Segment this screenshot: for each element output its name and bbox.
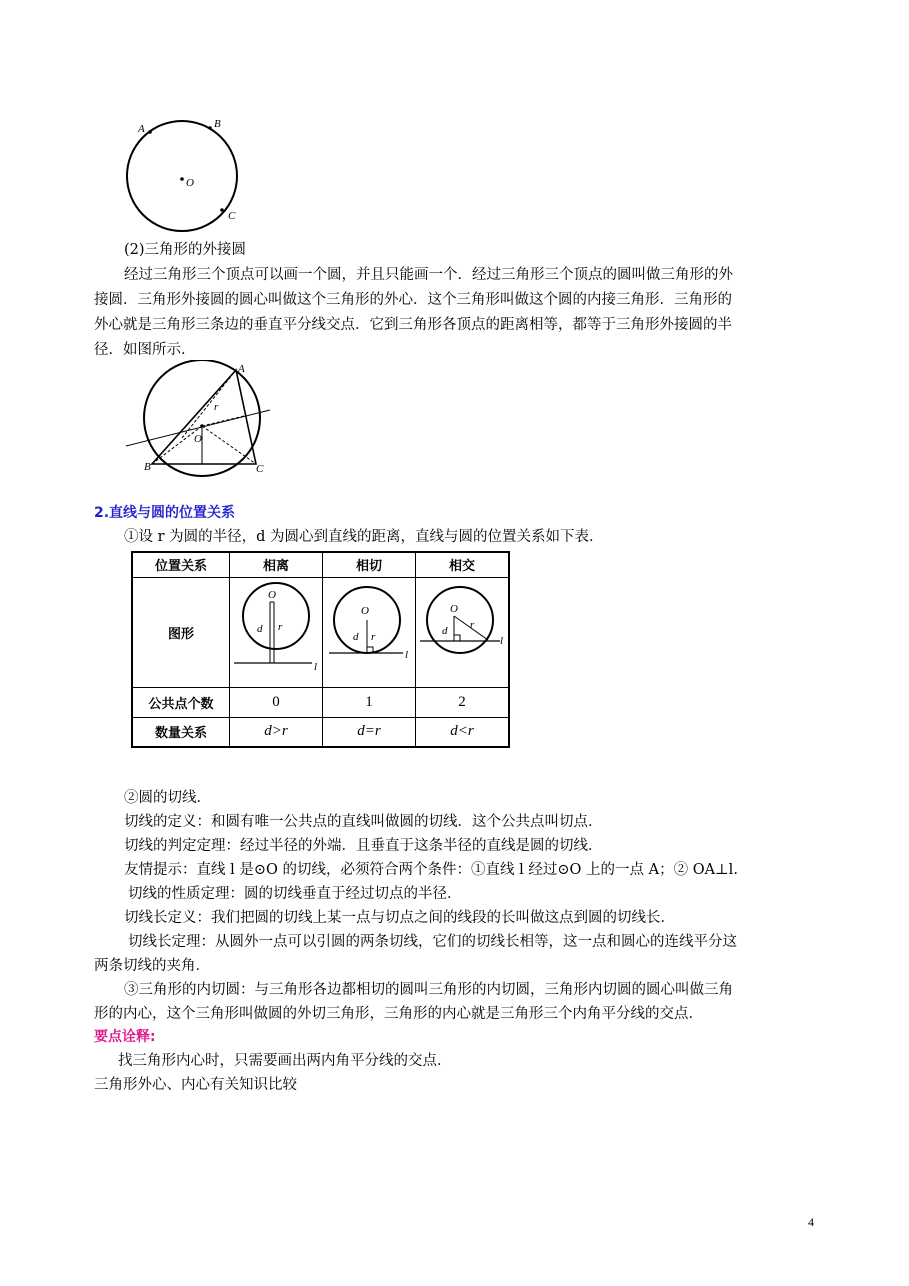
fig1-label-o: O <box>186 177 194 189</box>
tan-label-o: O <box>361 605 369 617</box>
fig1-label-b: B <box>214 118 221 130</box>
circumcircle-figure <box>122 360 274 478</box>
tan-label-d: d <box>353 631 359 643</box>
circle-points-figure <box>118 112 250 234</box>
table-figure-separate <box>230 577 323 687</box>
table-row-count-label: 公共点个数 <box>132 687 230 717</box>
fig2-label-a: A <box>238 363 245 375</box>
sep-label-d: d <box>257 623 263 635</box>
position-relation-table <box>131 551 510 748</box>
table-relation-tangent: d=r <box>323 717 416 747</box>
int-label-o: O <box>450 603 458 615</box>
int-label-d: d <box>442 625 448 637</box>
sep-label-o: O <box>268 589 276 601</box>
fig2-label-o: O <box>194 433 202 445</box>
table-header-relation: 位置关系 <box>132 552 230 577</box>
fig2-label-c: C <box>256 463 264 475</box>
table-row-figure-label: 图形 <box>132 577 230 687</box>
tangent-property: 切线的性质定理：圆的切线垂直于经过切点的半径． <box>128 886 462 902</box>
table-row-quant-label: 数量关系 <box>132 717 230 747</box>
table-relation-separate: d>r <box>230 717 323 747</box>
notes-heading: 要点诠释: <box>94 1029 156 1045</box>
circumcircle-line-4: 径．如图所示． <box>94 342 196 358</box>
comparison-title: 三角形外心、内心有关知识比较 <box>94 1077 297 1093</box>
sep-label-l: l <box>314 661 318 673</box>
table-count-tangent: 1 <box>323 687 416 717</box>
tan-label-l: l <box>405 649 409 661</box>
circumcircle-line-3: 外心就是三角形三条边的垂直平分线交点．它到三角形各顶点的距离相等，都等于三角形外接圆的半 <box>94 317 732 333</box>
line-circle-heading: 2.直线与圆的位置关系 <box>94 505 236 521</box>
tangent-length-theorem-1: 切线长定理：从圆外一点可以引圆的两条切线，它们的切线长相等，这一点和圆心的连线平分这 <box>128 934 737 950</box>
table-figure-tangent <box>323 577 416 687</box>
tangent-length-theorem-2: 两条切线的夹角． <box>94 958 210 974</box>
table-header-separate: 相离 <box>230 552 323 577</box>
fig1-label-a: A <box>138 123 145 135</box>
tangent-criterion: 切线的判定定理：经过半径的外端．且垂直于这条半径的直线是圆的切线． <box>124 838 603 854</box>
table-header-intersect: 相交 <box>416 552 510 577</box>
table-count-separate: 0 <box>230 687 323 717</box>
tangent-definition: 切线的定义：和圆有唯一公共点的直线叫做圆的切线．这个公共点叫切点． <box>124 814 603 830</box>
circumcircle-line-2: 接圆．三角形外接圆的圆心叫做这个三角形的外心．这个三角形叫做这个圆的内接三角形．三角形的 <box>94 292 732 308</box>
fig2-label-r: r <box>214 401 219 413</box>
tangent-hint: 友情提示：直线 l 是⊙O 的切线，必须符合两个条件：①直线 l 经过⊙O 上的一点 A；② OA⊥l. <box>124 862 738 878</box>
table-relation-intersect: d<r <box>416 717 510 747</box>
tan-label-r: r <box>371 631 376 643</box>
line-circle-intro: ①设 r 为圆的半径，d 为圆心到直线的距离，直线与圆的位置关系如下表． <box>124 529 604 545</box>
incircle-line-2: 形的内心，这个三角形叫做圆的外切三角形，三角形的内心就是三角形三个内角平分线的交点． <box>94 1006 703 1022</box>
page-number: 4 <box>808 1215 814 1229</box>
circumcircle-title: (2)三角形的外接圆 <box>124 242 247 258</box>
notes-line: 找三角形内心时，只需要画出两内角平分线的交点． <box>118 1053 452 1069</box>
table-header-tangent: 相切 <box>323 552 416 577</box>
int-label-r: r <box>470 619 475 631</box>
sep-label-r: r <box>278 621 283 633</box>
table-figure-intersect <box>416 577 510 687</box>
table-count-intersect: 2 <box>416 687 510 717</box>
tangent-length-definition: 切线长定义：我们把圆的切线上某一点与切点之间的线段的长叫做这点到圆的切线长． <box>124 910 675 926</box>
tangent-title: ②圆的切线． <box>124 790 211 806</box>
fig2-label-b: B <box>144 461 151 473</box>
circumcircle-line-1: 经过三角形三个顶点可以画一个圆，并且只能画一个．经过三角形三个顶点的圆叫做三角形的外 <box>124 267 733 283</box>
fig1-label-c: C <box>228 210 236 222</box>
int-label-l: l <box>500 635 504 647</box>
incircle-line-1: ③三角形的内切圆：与三角形各边都相切的圆叫三角形的内切圆，三角形内切圆的圆心叫做三角 <box>124 982 733 998</box>
